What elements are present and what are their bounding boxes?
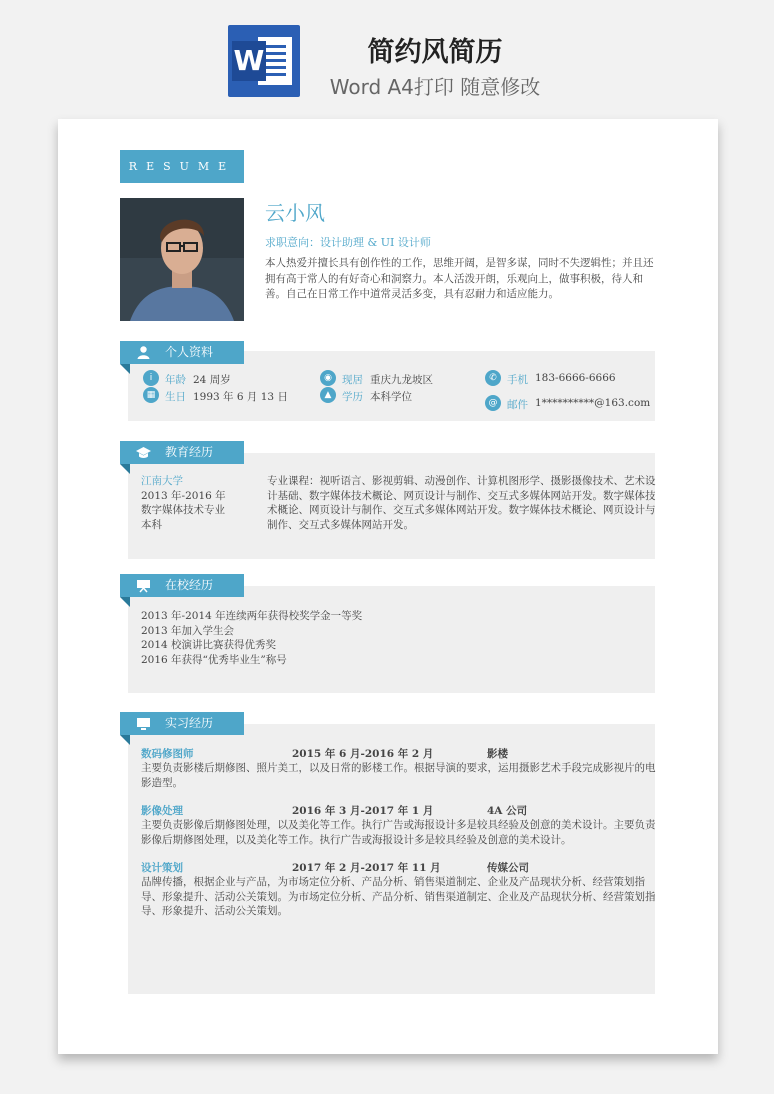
graduation-cap-icon [136,445,151,460]
courses-text: 专业课程：视听语言、影视剪辑、动漫创作、计算机图形学、摄影摄像技术、艺术设计基础、数字媒体技术概论、网页设计与制作、交互式多媒体网站开发。数字媒体技术概论、网页设计与制作、交互式多媒体网站开发。数字媒体技术概论、网页设计与制作、交互式多媒体网站开发。 [267,475,656,531]
presentation-board-icon [136,578,151,593]
self-introduction: 本人热爱并擅长具有创作性的工作，思维开阔，是智多谋，同时不失逻辑性；并且还拥有高于常人的有好奇心和洞察力。本人活泼开朗，乐观向上，做事积极，待人和善。自己在日常工作中道常灵活多变，具有忍耐力和适应能力。 [265,257,654,300]
job-title: 影像处理 [141,805,183,817]
job-org: 4A 公司 [487,805,528,817]
job-description: 品牌传播，根据企业与产品，为市场定位分析、产品分析、销售渠道制定、企业及产品现状分析、经营策划指导、形象提升、活动公关策划。为市场定位分析、产品分析、销售渠道制定、企业及产品现状分析、经营策划指导、形象提升、活动公关策划。 [141,876,656,917]
cake-icon: ▦ [143,387,159,403]
word-logo-icon: W [228,25,300,97]
resume-tag: RESUME [120,150,244,183]
job-date: 2016 年 3 月-2017 年 1 月 [292,805,434,817]
phone-icon: ✆ [485,370,501,386]
education-section-header [120,441,244,464]
campus-list [141,609,362,667]
job-title: 数码修图师 [141,748,194,760]
job-description: 主要负责影像后期修图处理，以及美化等工作。执行广告或海报设计多是较具经验及创意的美术设计。主要负责影像后期修图处理，以及美化等工作。执行广告或海报设计多是较具经验及创意的美术设计。 [141,819,656,846]
job-date: 2015 年 6 月-2016 年 2 月 [292,748,434,760]
profile-photo [120,198,244,321]
study-period: 2013 年-2016 年 [141,489,226,502]
list-item: 2014 校演讲比赛获得优秀奖 [141,639,277,651]
internship-section-title: 实习经历 [165,716,214,730]
education-section-title: 教育经历 [165,445,214,459]
job-intent: 求职意向：设计助理 & UI 设计师 [265,236,431,249]
job-header [141,803,661,818]
candidate-name: 云小风 [265,201,325,225]
degree-level: 本科 [141,518,162,531]
monitor-icon [136,716,151,731]
user-icon [136,345,151,360]
job-header [141,860,661,875]
job-description: 主要负责影楼后期修图、照片美工，以及日常的影楼工作。根据导演的要求，运用摄影艺术手段完成影视片的电影造型。 [141,762,656,789]
job-title: 设计策划 [141,862,183,874]
age-icon: i [143,370,159,386]
job-date: 2017 年 2 月-2017 年 11 月 [292,862,441,874]
job-org: 影楼 [487,748,508,760]
education-summary [141,474,226,532]
job-header [141,746,661,761]
top-header [0,0,774,110]
graduation-cap-icon: ▲ [320,387,336,403]
location-pin-icon: ◉ [320,370,336,386]
resume-page: RESUME 云小风 求职意向：设计助理 & UI 设计师 本人热爱并擅长具有创作性的工作，思维开阔，是智多谋，同时不失逻辑性；并且还拥有高于常人的有好奇心和洞察力。本人活泼开朗，乐观向上，做事积极，待人和善。自己在日常工作中道常灵活多变，具有忍耐力和适应能力。 个人资料 i 年龄 24 周岁 ▦ 生日 1993 年 6 月 13 日 ◉ 现居 重庆九龙坡区 ▲ 学历 本科学位 ✆ 手机 183-6666-6666 @ 邮件 1**********@163.com 教育经历 江南大学 2013 年-2016 年 数字媒体技术专业 本科 专业课程：视听语言、影视剪辑、动漫创作、计算机图形学、摄影摄像技术、艺术设计基础、数字媒体技术概论、网页设计与制作、交互式多媒体网站开发。数字媒体技术概论、网页设计与制作、交互式多媒体网站开发。数字媒体技术概论、网页设计与制作、交互式多媒体网站开发。 在校经历 2013 年-2014 年连续两年获得校奖学金一等奖 2013 年加入学生会 2014 校演讲比赛获得优秀奖 2016 年获得“优秀毕业生”称号 实习经历 数码修图师 2015 年 6 月-2016 年 2 月 影楼 主要负责影楼后期修图、照片美工，以及日常的影楼工作。根据导演的要求，运用摄影艺术手段完成影视片的电影造型。 影像处理 2016 年 3 月-2017 年 1 月 4A 公司 主要负责影像后期修图处理，以及美化等工作。执行广告或海报设计多是较具经验及创意的美术设计。主要负责影像后期修图处理，以及美化等工作。执行广告或海报设计多是较具经验及创意的美术设计。 设计策划 2017 年 2 月-2017 年 11 月 传媒公司 品牌传播，根据企业与产品，为市场定位分析、产品分析、销售渠道制定、企业及产品现状分析、经营策划指导、形象提升、活动公关策划。为市场定位分析、产品分析、销售渠道制定、企业及产品现状分析、经营策划指导、形象提升、活动公关策划。 [58,119,718,1054]
school-name: 江南大学 [141,475,183,487]
list-item: 2013 年-2014 年连续两年获得校奖学金一等奖 [141,610,363,622]
internship-section-header [120,712,244,735]
list-item: 2013 年加入学生会 [141,624,235,637]
campus-section-header [120,574,244,597]
job-org: 传媒公司 [487,862,529,874]
list-item: 2016 年获得“优秀毕业生”称号 [141,653,287,666]
personal-section-title: 个人资料 [165,345,214,359]
page-subtitle: Word A4打印 随意修改 [329,75,541,99]
major: 数字媒体技术专业 [141,504,225,516]
email-icon: @ [485,395,501,411]
personal-section-header [120,341,244,364]
page-title: 简约风简历 [367,37,503,68]
campus-section-title: 在校经历 [165,578,214,592]
